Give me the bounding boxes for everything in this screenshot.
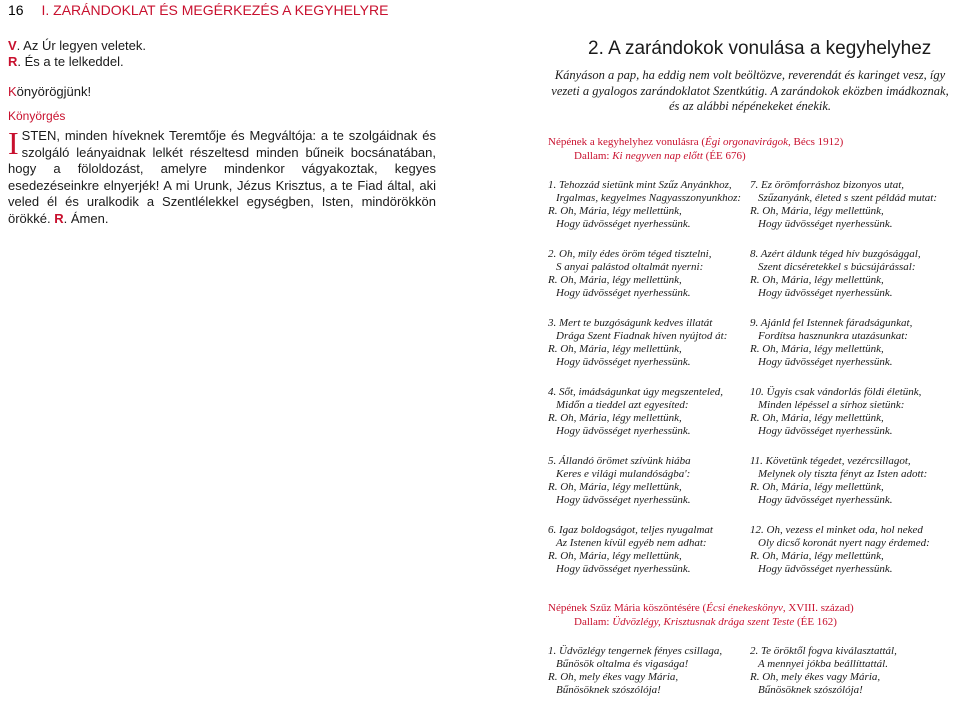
stanza (750, 179, 952, 231)
hymn1-title: Népének a kegyhelyhez vonulásra ( (548, 135, 705, 148)
refrain-line: Hogy üdvösséget nyerhessünk. (556, 217, 691, 230)
hymn1-right-column (750, 179, 952, 593)
right-column (548, 38, 952, 714)
refrain-line: R. Oh, Mária, légy mellettünk, (548, 204, 682, 217)
stanza-line: 12. Oh, vezess el minket oda, hol neked (750, 523, 923, 536)
oremus-line (8, 84, 436, 100)
stanza-line: A mennyei jókba beállíttattál. (758, 657, 888, 670)
hymn2-title-end: , XVIII. század) (782, 601, 854, 614)
stanza (548, 455, 750, 507)
amen-text: . Ámen. (63, 210, 109, 226)
stanza-line: Szent dicséretekkel s búcsújárással: (758, 260, 916, 273)
stanza (750, 317, 952, 369)
refrain-line: Hogy üdvösséget nyerhessünk. (556, 493, 691, 506)
hymn2-tune (548, 615, 952, 629)
refrain-line: Hogy üdvösséget nyerhessünk. (556, 424, 691, 437)
tune-label: Dallam: (574, 615, 613, 628)
hymn1-left-column (548, 179, 750, 593)
hymn2-left-column (548, 645, 750, 714)
hymn2-stanzas (548, 645, 952, 714)
stanza-line: Fordítsa hasznunkra utazásunkat: (758, 329, 908, 342)
refrain-line: Bűnösöknek szószólója! (758, 683, 863, 696)
stanza-line: 7. Ez örömforráshoz bizonyos utat, (750, 178, 905, 191)
stanza-line: Bűnösök oltalma és vigasága! (556, 657, 689, 670)
refrain-line: Hogy üdvösséget nyerhessünk. (758, 217, 893, 230)
refrain-line: R. Oh, Mária, légy mellettünk, (548, 342, 682, 355)
refrain-line: Hogy üdvösséget nyerhessünk. (758, 424, 893, 437)
hymn1-title-end: , Bécs 1912) (788, 135, 844, 148)
stanza (750, 386, 952, 438)
tune-label: Dallam: (574, 149, 613, 162)
stanza-line: 4. Sőt, imádságunkat úgy megszenteled, (548, 385, 724, 398)
hymn1-tune (548, 149, 952, 163)
tune-name: Üdvözlégy, Krisztusnak drága szent Teste (612, 615, 795, 628)
stanza-line: Drága Szent Fiadnak híven nyújtod át: (556, 329, 728, 342)
hymn1-heading (548, 135, 952, 163)
prayer-text (8, 125, 436, 227)
tune-name: Ki negyven nap előtt (612, 149, 703, 162)
refrain-line: R. Oh, Mária, légy mellettünk, (750, 204, 884, 217)
refrain-line: R. Oh, Mária, légy mellettünk, (548, 273, 682, 286)
stanza-line: Oly dicső koronát nyert nagy érdemed: (758, 536, 930, 549)
stanza-line: 1. Tehozzád sietünk mint Szűz Anyánkhoz, (548, 178, 732, 191)
hymn2-source: Écsi énekeskönyv (706, 601, 783, 614)
hymn2-heading (548, 601, 952, 629)
stanza (750, 455, 952, 507)
refrain-line: R. Oh, Mária, légy mellettünk, (750, 549, 884, 562)
refrain-line: R. Oh, mely ékes vagy Mária, (750, 670, 881, 683)
stanza-line: Midőn a tieddel azt egyesíted: (556, 398, 689, 411)
page-header (8, 2, 388, 18)
stanza (548, 645, 750, 697)
section-title: 2. A zarándokok vonulása a kegyhelyhez (588, 38, 932, 59)
response-line (8, 54, 436, 70)
amen-mark: R (54, 210, 64, 226)
stanza (548, 248, 750, 300)
stanza (750, 524, 952, 576)
refrain-line: Hogy üdvösséget nyerhessünk. (758, 562, 893, 575)
response-text: . És a te lelkeddel. (17, 54, 124, 69)
stanza-line: 3. Mert te buzgóságunk kedves illatát (548, 316, 713, 329)
refrain-line: R. Oh, Mária, légy mellettünk, (750, 273, 884, 286)
tune-ref: (ÉE 676) (702, 149, 746, 162)
stanza-line: Az Istenen kívül egyéb nem adhat: (556, 536, 707, 549)
stanza-line: 8. Azért áldunk téged hív buzgósággal, (750, 247, 921, 260)
response-mark: R (8, 54, 18, 69)
stanza-line: 11. Követünk tégedet, vezércsillagot, (750, 454, 911, 467)
refrain-line: Bűnösöknek szószólója! (556, 683, 661, 696)
stanza-line: Irgalmas, kegyelmes Nagyasszonyunkhoz: (556, 191, 742, 204)
stanza-line: 2. Te öröktől fogva kiválasztattál, (750, 644, 897, 657)
stanza-line: 2. Oh, mily édes öröm téged tisztelni, (548, 247, 712, 260)
stanza-line: 1. Üdvözlégy tengernek fényes csillaga, (548, 644, 723, 657)
refrain-line: Hogy üdvösséget nyerhessünk. (758, 493, 893, 506)
versicle-mark: V (8, 38, 17, 53)
refrain-line: Hogy üdvösséget nyerhessünk. (758, 286, 893, 299)
refrain-line: R. Oh, Mária, légy mellettünk, (548, 480, 682, 493)
refrain-line: R. Oh, Mária, légy mellettünk, (750, 342, 884, 355)
stanza (548, 524, 750, 576)
left-column (8, 38, 436, 227)
hymn2-title: Népének Szűz Mária köszöntésére ( (548, 601, 707, 614)
hymn1-source: Égi orgonavirágok (705, 135, 788, 148)
prayer-body: STEN, minden híveknek Teremtője és Megváltója: a te szolgáidnak és szolgáló leányaidnak lelkét részeltesd minden bűneik bocsánatában, hogy a föloldozást, amelyre mindenkor vágyakoztak, kegyes esedezéseinkre elnyerjék! A mi Urunk, Jézus Krisztus, a te Fiad által, aki veled él és uralkodik a Szentlélekkel egységben, Isten, mindörökkön örökké. (8, 128, 436, 226)
stanza (750, 645, 952, 697)
refrain-line: R. Oh, Mária, légy mellettünk, (750, 480, 884, 493)
stanza-line: 10. Ügyis csak vándorlás földi életünk, (750, 385, 922, 398)
section-heading: Könyörgés (8, 109, 66, 123)
refrain-line: Hogy üdvösséget nyerhessünk. (556, 355, 691, 368)
refrain-line: R. Oh, Mária, légy mellettünk, (548, 549, 682, 562)
versicle-line (8, 38, 436, 54)
stanza-line: Minden lépéssel a sírhoz sietünk: (758, 398, 905, 411)
stanza-line: Melynek oly tiszta fényt az Isten adott: (758, 467, 928, 480)
refrain-line: R. Oh, Mária, légy mellettünk, (548, 411, 682, 424)
stanza-line: 9. Ajánld fel Istennek fáradságunkat, (750, 316, 913, 329)
drop-cap: I (8, 125, 19, 161)
page-number: 16 (8, 2, 24, 18)
stanza-line: 5. Állandó örömet szívünk hiába (548, 454, 691, 467)
oremus-initial: K (8, 84, 17, 99)
stanza (548, 179, 750, 231)
oremus-text: önyörögjünk! (16, 84, 92, 99)
stanza (750, 248, 952, 300)
refrain-line: Hogy üdvösséget nyerhessünk. (556, 562, 691, 575)
stanza (548, 317, 750, 369)
refrain-line: Hogy üdvösséget nyerhessünk. (758, 355, 893, 368)
stanza (548, 386, 750, 438)
stanza-line: Keres e világi mulandóságba': (556, 467, 691, 480)
versicle-text: . Az Úr legyen veletek. (16, 38, 147, 53)
refrain-line: R. Oh, Mária, légy mellettünk, (750, 411, 884, 424)
chapter-title: I. ZARÁNDOKLAT ÉS MEGÉRKEZÉS A KEGYHELYRE (41, 2, 389, 18)
stanza-line: 6. Igaz boldogságot, teljes nyugalmat (548, 523, 713, 536)
stanza-line: Szűzanyánk, életed s szent példád mutat: (758, 191, 938, 204)
hymn1-stanzas (548, 179, 952, 593)
refrain-line: Hogy üdvösséget nyerhessünk. (556, 286, 691, 299)
stanza-line: S anyai palástod oltalmát nyerni: (556, 260, 704, 273)
rubric-instructions: Kányáson a pap, ha eddig nem volt beöltözve, reverendát és karinget vesz, így vezeti a gyalogos zarándoklatot Szentkútig. A zarándokok eközben imádkoznak, és az alábbi népénekeket énekik. (551, 68, 949, 113)
hymn2-right-column (750, 645, 952, 714)
tune-ref: (ÉE 162) (794, 615, 837, 628)
refrain-line: R. Oh, mely ékes vagy Mária, (548, 670, 679, 683)
